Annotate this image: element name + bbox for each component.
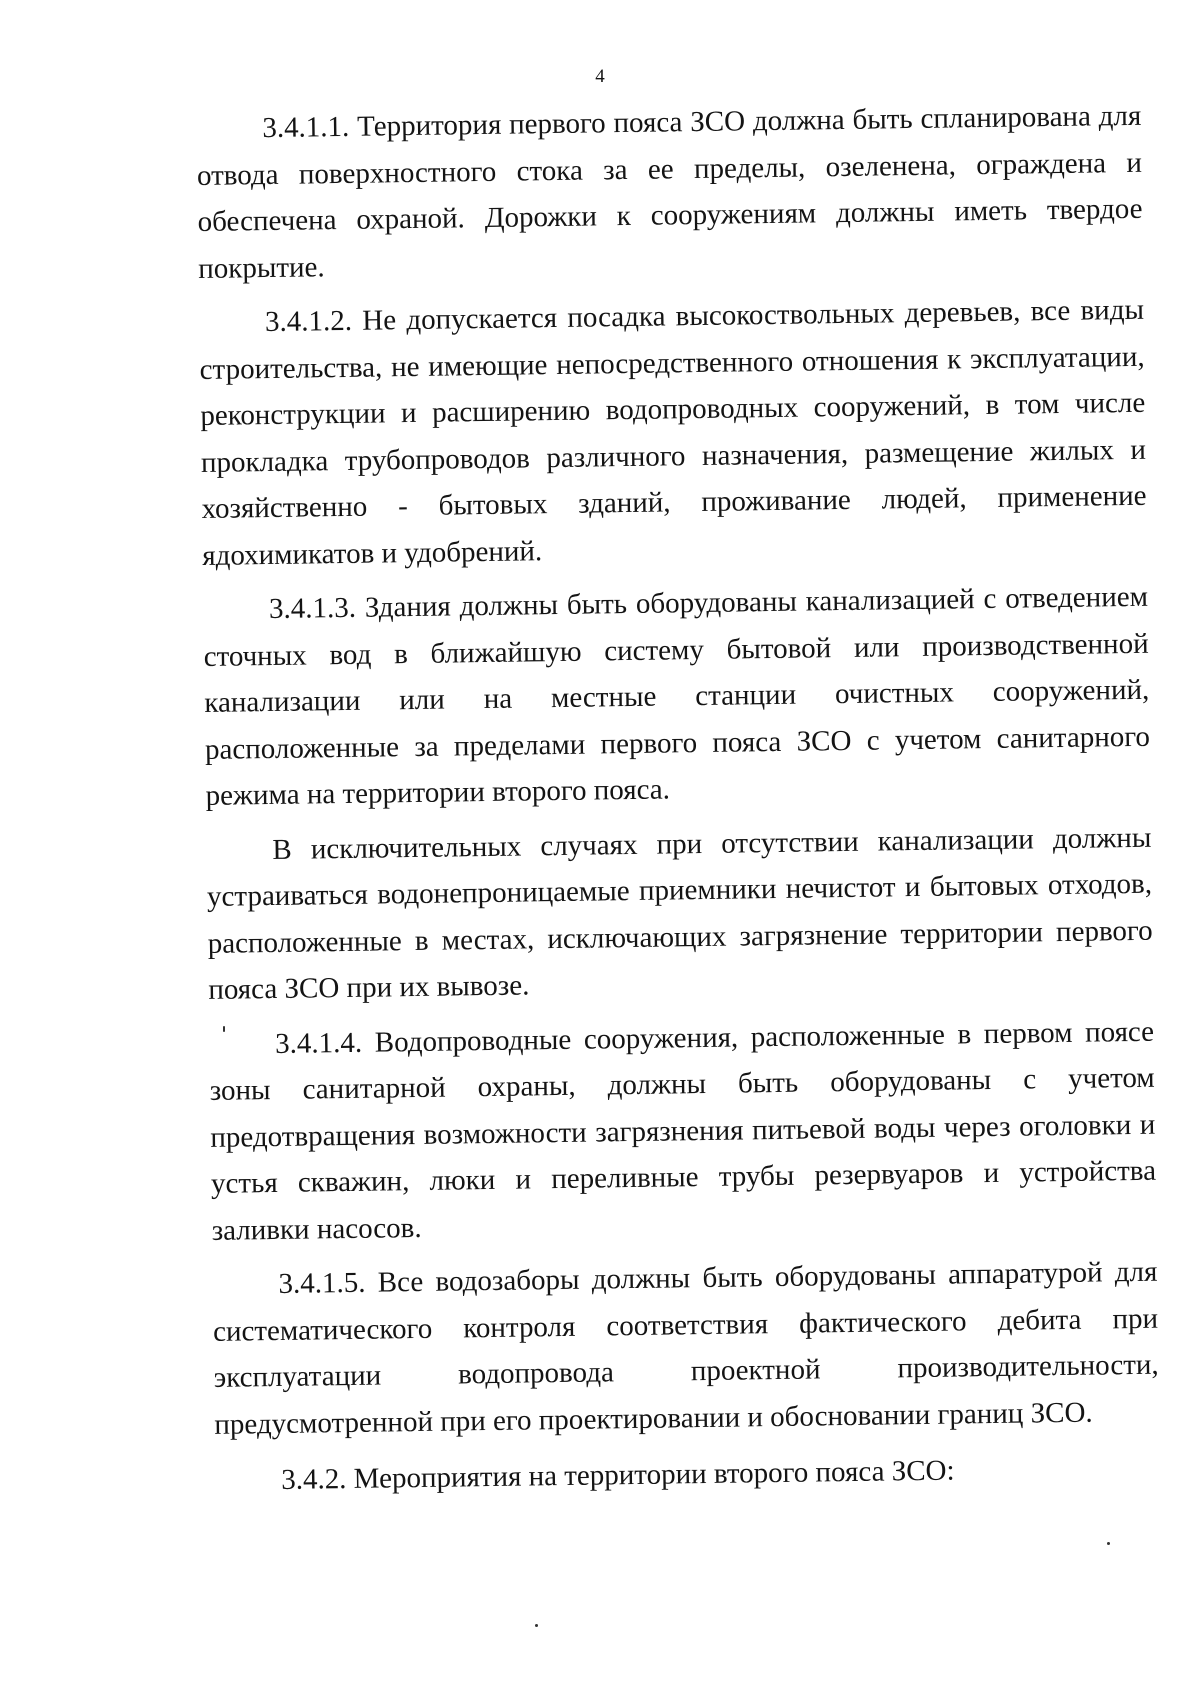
paragraph-3-4-1-2: 3.4.1.2. Не допускается посадка высокоствольных деревьев, все виды строительства, не имеющие непосредственного отношения к эксплуатации, реконструкции и расширению водопроводных сооружений, в том числе прокладка трубопроводов различного назначения, размещение жилых и хозяйственно - бытовых зданий, проживание людей, применение ядохимикатов и удобрений. [199,293,1147,572]
scan-speck [223,1026,225,1032]
page-number: 4 [595,66,605,87]
section-heading-3-4-2: 3.4.2. Мероприятия на территории второго пояса ЗСО: [280,1454,955,1496]
paragraph-3-4-1-5: 3.4.1.5. Все водозаборы должны быть оборудованы аппаратурой для систематического контроля соответствия фактического дебита при эксплуатации водопровода проектной производительности, предусмотренной при его проектировании и обосновании границ ЗСО. [212,1255,1159,1441]
document-body [196,93,1160,1505]
scan-speck [535,1624,538,1627]
paragraph-3-4-1-3: 3.4.1.3. Здания должны быть оборудованы канализацией с отведением сточных вод в ближайшую систему бытовой или производственной канализации или на местные станции очистных сооружений, расположенные за пределами первого пояса ЗСО с учетом санитарного режима на территории второго пояса. [203,580,1151,812]
paragraph-3-4-1-4: 3.4.1.4. Водопроводные сооружения, расположенные в первом поясе зоны санитарной охраны, должны быть оборудованы с учетом предотвращения возможности загрязнения питьевой воды через оголовки и устья скважин, люки и переливные трубы резервуаров и устройства заливки насосов. [209,1015,1157,1247]
paragraph-exceptional-cases: В исключительных случаях при отсутствии канализации должны устраиваться водонепроницаемые приемники нечистот и бытовых отходов, расположенные в местах, исключающих загрязнение территории первого пояса ЗСО при их вывозе. [206,821,1153,1006]
scan-speck [1107,1542,1110,1545]
paragraph-3-4-1-1: 3.4.1.1. Территория первого пояса ЗСО должна быть спланирована для отвода поверхностного стока за ее пределы, озеленена, ограждена и обеспечена охраной. Дорожки к сооружениям должны иметь твердое покрытие. [196,99,1143,285]
